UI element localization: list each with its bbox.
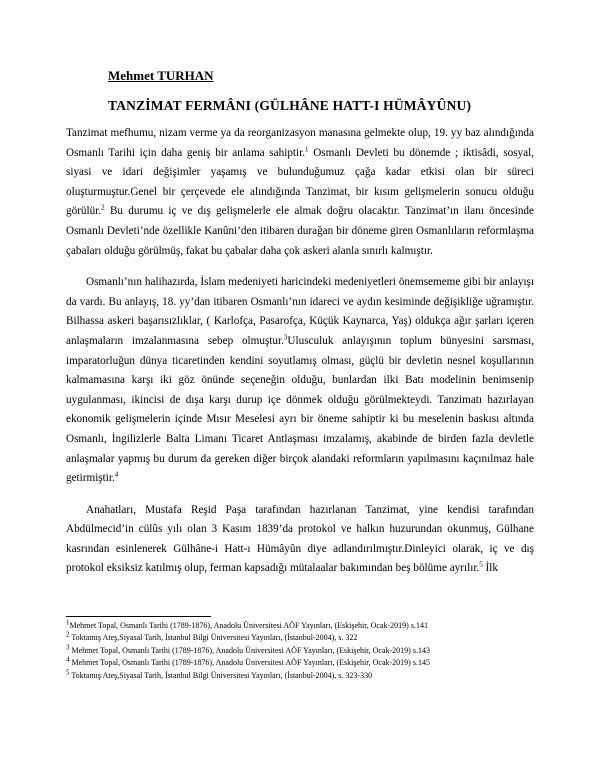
footnote-ref: 1 xyxy=(305,144,309,153)
footnote-text: Mehmet Topal, Osmanlı Tarihi (1789-1876), Anadolu Üniversitesi AÖF Yayınları, (Eskişehir, Ocak-2019) s.141 xyxy=(69,621,428,630)
footnote xyxy=(66,667,536,682)
footnote-ref: 4 xyxy=(114,470,119,479)
paragraph-text: Tanzimat mefhumu, nizam verme ya da reorganizasyon manasına gelmekte olup, 19. yy baz alındığında Osmanlı Tarihi için daha geniş bir anlama sahiptir. xyxy=(66,127,534,159)
footnote xyxy=(66,645,536,657)
footnote-ref: 2 xyxy=(101,203,105,212)
footnote-number: 3 xyxy=(66,643,70,652)
footnote-number: 2 xyxy=(66,630,70,639)
paragraph xyxy=(66,501,534,579)
paragraph-text: İlk xyxy=(482,562,498,575)
footnote-ref: 5 xyxy=(479,560,483,569)
footnote-number: 5 xyxy=(66,667,70,676)
footnote xyxy=(66,657,536,669)
footnote-text: Toktamış Ateş,Siyasal Tarih, İstanbul Bilgi Üniversitesi Yayınları, (İstanbul-2004), s. 323-330 xyxy=(69,670,373,680)
author-name: Mehmet TURHAN xyxy=(108,68,214,83)
footnote-text: Mehmet Topal, Osmanlı Tarihi (1789-1876), Anadolu Üniversitesi AÖF Yayınları, (Eskişehir, Ocak-2019) s.143 xyxy=(69,645,430,655)
footnote-ref: 3 xyxy=(283,333,288,342)
footnote xyxy=(66,620,536,632)
paragraph-text: Ulusculuk anlayışının toplum bünyesini sarsması, imparatorluğun dünya ticaretinden kendini soyutlamış olması, güçlü bir devletin nesnel koşullarının kalmamasına karşı iki göz önünde seçeneğin olduğu, bunlardan ilki Batı modelinin benimsenip uygulanması, ikincisi de dışa karşı durup içe dönmek olduğu görülmekteydi. Tanzimatı hazırlayan ekonomik gelişmelerin içinde Mısır Meselesi ayrı bir öneme sahiptir ki bu meselenin baskısı altında Osmanlı, İngilizlerle Balta Limanı Ticaret Antlaşması imzalamış, akabinde de birden fazla devletle anlaşmalar yapmış bu durum da gereken diğer birçok alandaki reformların yapılmasını kaçınılmaz hale getirmiştir. xyxy=(66,334,534,485)
paragraph-text: Anahatları, Mustafa Reşid Paşa tarafından hazırlanan Tanzimat, yine kendisi tarafından Abdülmecid’in cülûs yılı olan 3 Kasım 1839’da protokol ve halkın huzurundan okunmuş, Gülhane kasrından esinlenerek Gülhâne-i Hatt-ı Hümâyûn diye adlandırılmıştır.Dinleyici olarak, iç ve dış protokol eksiksiz katılmış olup, ferman kapsadığı mütalaalar bakımından beş bölüme ayrılır. xyxy=(66,503,534,575)
paragraph xyxy=(66,273,534,489)
footnote-number: 1 xyxy=(66,618,70,627)
footnote-divider xyxy=(66,616,211,617)
footnote-text: Mehmet Topal, Osmanlı Tarihi (1789-1876), Anadolu Üniversitesi AÖF Yayınları, (Eskişehir, Ocak-2019) s.145 xyxy=(69,658,430,668)
paragraph xyxy=(66,124,534,261)
footnote-number: 4 xyxy=(66,655,70,664)
body-text xyxy=(66,124,534,591)
document-title: TANZİMAT FERMÂNI (GÜLHÂNE HATT-I HÜMÂYÛNU) xyxy=(108,98,472,113)
paragraph-text: Osmanlı’nın halihazırda, İslam medeniyeti haricindeki medeniyetleri önemsememe gibi bir anlayışı da vardı. Bu anlayış, 18. yy’dan itibaren Osmanlı’nın idareci ve aydın kesiminde değişikliğe uğramıştır. Bilhassa askeri başarısızlıklar, ( Karlofça, Pasarofça, Küçük Kaynarca, Yaş) oldukça ağır şarları içeren anlaşmaların imzalanmasına sebep olmuştur. xyxy=(66,276,534,347)
footnote-text: Toktamış Ateş,Siyasal Tarih, İstanbul Bilgi Üniversitesi Yayınları, (İstanbul-2004), s. 322 xyxy=(69,633,358,643)
footnote xyxy=(66,632,536,644)
paragraph-text: Bu durumu iç ve dış gelişmelerle ele almak doğru olacaktır. Tanzimat’ın ilanı öncesinde Osmanlı Devleti’nde özellikle Kanûni’den itibaren durağan bir döneme giren Osmanlıların reformlaşma çabaları olduğu görülmüş, fakat bu çabalar daha çok askeri alanla sınırlı kalmıştır. xyxy=(66,205,534,257)
paragraph-text: Osmanlı Devleti bu dönemde ; iktisâdi, sosyal, siyasi ve idari değişimler yaşamış ve bulunduğumuz çağa kadar etkisi olan bir süreci oluşturmuştur.Genel bir çerçevede ele alındığında Tanzimat, bir kısım gelişmelerin sonucu olduğu görülür. xyxy=(66,146,534,218)
footnotes xyxy=(66,620,536,682)
